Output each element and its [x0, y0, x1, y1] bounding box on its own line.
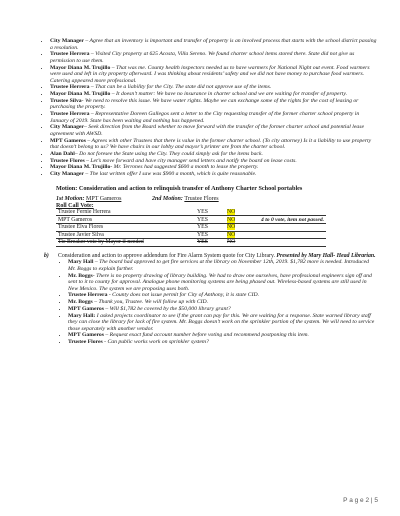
motion-title: Motion: Consideration and action to relinquish transfer of Anthony Charter School portables: [56, 184, 303, 192]
statement-text: – The board had approved to get fire services at the library on November 12th, 2019. $1,782 more is needed. Introduced Mr. Boggs to explain further.: [68, 259, 369, 272]
statement-text: – Representative Doreen Gallegos sent a letter to the City requesting transfer of the former charter school property in January of 2019. State has been waiting and nothing has happened.: [50, 111, 360, 124]
vote-no: NO: [227, 216, 236, 223]
list-item: [68, 306, 378, 313]
speaker-name: MPT Gameros: [68, 305, 104, 312]
list-item: [50, 171, 378, 178]
second-motion-label: 2nd Motion:: [152, 195, 183, 202]
statement-text: – Agree that an inventory is important and transfer of property is an involved process that starts with the school district passing a resolution.: [50, 38, 377, 51]
statement-text: - County does not issue permit for City of Anthony, it is state CID.: [107, 292, 259, 299]
discussion-list-b: [54, 259, 378, 345]
vote-yes: YES: [197, 231, 208, 238]
speaker-name: MPT Gameros: [50, 137, 86, 144]
speaker-name: Mary Hall: [68, 259, 94, 266]
statement-text: – Seek direction from the Board whether to move forward with the transfer of the former charter school and potential lease agreement with AWSD.: [50, 124, 364, 137]
speaker-name: Alan Dahl: [50, 150, 75, 157]
statement-text: - We need to resolve this issue. We have water rights. Maybe we can exchange some of the rights for the cost of leasing or purchasing the property.: [50, 97, 359, 111]
vote-note: [257, 239, 261, 245]
discussion-list: [36, 38, 378, 178]
statement-text: – Request exact fund account number before voting and recommend postponing this item.: [103, 332, 309, 339]
statement-text: – Let’s move forward and have city manager send letters and notify the board on lease costs.: [84, 157, 297, 164]
statement-text: – It doesn’t matter: We have no insurance in charter school and we are waiting for transfer of property.: [110, 91, 347, 98]
vote-note: [257, 224, 261, 230]
vote-name: Trustee Fernie Herrera: [58, 209, 111, 216]
vote-note: 4 to 0 vote, item not passed.: [261, 216, 325, 223]
first-motion-value: MPT Gameros: [86, 195, 122, 202]
speaker-name: Mayor Diana M. Trujillo: [50, 164, 111, 171]
statement-text: – The last written offer I saw was $900 a month, which is quite reasonable.: [83, 171, 257, 178]
speaker-name: Mary Hall:: [68, 312, 96, 319]
speaker-name: Trustee Silva: [50, 97, 82, 104]
vote-yes: YES: [197, 224, 208, 231]
vote-row: [56, 223, 326, 231]
vote-no: NO: [227, 224, 236, 231]
list-item: [68, 259, 378, 272]
speaker-name: Trustee Herrera: [50, 51, 90, 58]
vote-yes: YES: [197, 216, 208, 223]
vote-name: MPT Gameros: [58, 216, 93, 223]
vote-table: [56, 209, 326, 247]
vote-name: Trustee Javier Silva: [58, 231, 104, 238]
first-motion-label: 1st Motion:: [56, 195, 85, 202]
speaker-name: Trustee Flores: [68, 339, 103, 346]
vote-note: [257, 209, 261, 215]
statement-text: – That was me. County health inspectors needed us to have warmers for National Night out event. Food warmers were used and left in city property afterward. I was thinking about residents’ safety and we did not have money to purchase food warmers. Catering appeared more professional.: [50, 64, 370, 84]
list-item: [68, 292, 378, 299]
statement-text: - Mr. Terrones had suggested $600 a month to lease the property.: [110, 164, 259, 171]
speaker-name: Mr. Boggs: [68, 272, 93, 279]
vote-no: NO: [227, 209, 236, 216]
list-item: [68, 339, 378, 346]
speaker-name: Mayor Diana M. Trujillo: [50, 91, 111, 98]
statement-text: – Will $1,782 be covered by the $50,000 library grant?: [103, 305, 231, 312]
vote-row: [56, 239, 326, 247]
speaker-name: City Manager: [50, 171, 84, 178]
list-item: [50, 91, 378, 98]
speaker-name: Trustee Herrera: [50, 111, 90, 118]
speaker-name: Mayor Diana M. Trujillo: [50, 64, 111, 71]
speaker-name: City Manager: [50, 38, 84, 44]
roll-call-label: Roll Call Vote:: [56, 202, 94, 209]
list-item: [50, 84, 378, 91]
list-item: [68, 299, 378, 306]
list-item: [50, 151, 378, 158]
section-b-label: b): [44, 252, 49, 259]
speaker-name: City Manager: [50, 124, 84, 131]
list-item: [68, 332, 378, 339]
second-motion-value: Trustee Flores: [184, 195, 219, 202]
page-footer: [343, 497, 378, 504]
speaker-name: Trustee Herrera: [68, 292, 108, 299]
statement-text: - There is no property drawing of library building. We had to draw one ourselves, have professional engineers sign off and sent to it to county for approval. Analogue phone monitoring systems are being phased out. Wireless-based systems are still used in New Mexico. The system we are proposing uses both.: [68, 272, 372, 292]
motion-line: [56, 196, 378, 202]
statement-text: – Visited City property at 625 Acosta, Villa Sereno. We found charter school items stored there. State did not give us permission to use them.: [50, 51, 355, 64]
list-item: [50, 111, 378, 124]
list-item: [68, 313, 378, 333]
list-item: [50, 124, 378, 137]
section-b-presenter: Presented by Mary Hall- Head Librarian.: [276, 252, 376, 259]
list-item: [50, 98, 378, 111]
statement-text: – Do not foresee the State using the City. They could simply ask for the items back.: [74, 150, 263, 157]
list-item: [50, 65, 378, 85]
vote-row: [56, 209, 326, 216]
list-item: [50, 51, 378, 64]
statement-text: – That can be a liability for the City. The state did not approve use of the items.: [89, 84, 272, 91]
vote-name: Trustee Elva Flores: [58, 224, 104, 231]
statement-text: – Agrees with other Trustees that there is value in the former charter school. (To city attorney) Is it a liability to use property that doesn’t belong to us? We have chairs in our lobby and mayor’s printer are from the charter school.: [50, 137, 372, 151]
vote-no: NO: [227, 231, 236, 238]
speaker-name: Trustee Flores: [50, 157, 85, 164]
speaker-name: Mr. Boggs: [68, 299, 93, 306]
vote-yes: YES: [197, 239, 208, 246]
page-label: P a g e: [343, 497, 364, 504]
vote-row: [56, 231, 326, 239]
page-number: 2 | 5: [365, 497, 378, 504]
vote-row: [56, 216, 326, 224]
list-item: [50, 38, 378, 51]
statement-text: – Thank you, Trustee. We will follow up with CID.: [92, 299, 209, 306]
statement-text: I asked projects coordinator to see if the grant can pay for this. We are waiting for a response. State warned library staff they can close the library for lack of fire system. Mr. Boggs doesn’t work on the sprinkler portion of the system. We will need to service those separately with another vendor.: [68, 312, 375, 332]
speaker-name: Trustee Herrera: [50, 84, 90, 91]
list-item: [50, 138, 378, 151]
speaker-name: MPT Gameros: [68, 332, 104, 339]
section-b-text: Consideration and action to approve addendum for Fire Alarm System quote for City Library.: [58, 252, 277, 259]
vote-yes: YES: [197, 209, 208, 216]
list-item: [68, 273, 378, 293]
vote-name: Tie Breaker vote by Mayor if needed: [58, 239, 144, 246]
vote-no: NO: [227, 239, 236, 246]
statement-text: - Can public works work on sprinkler system?: [102, 339, 209, 346]
vote-note: [257, 232, 261, 238]
